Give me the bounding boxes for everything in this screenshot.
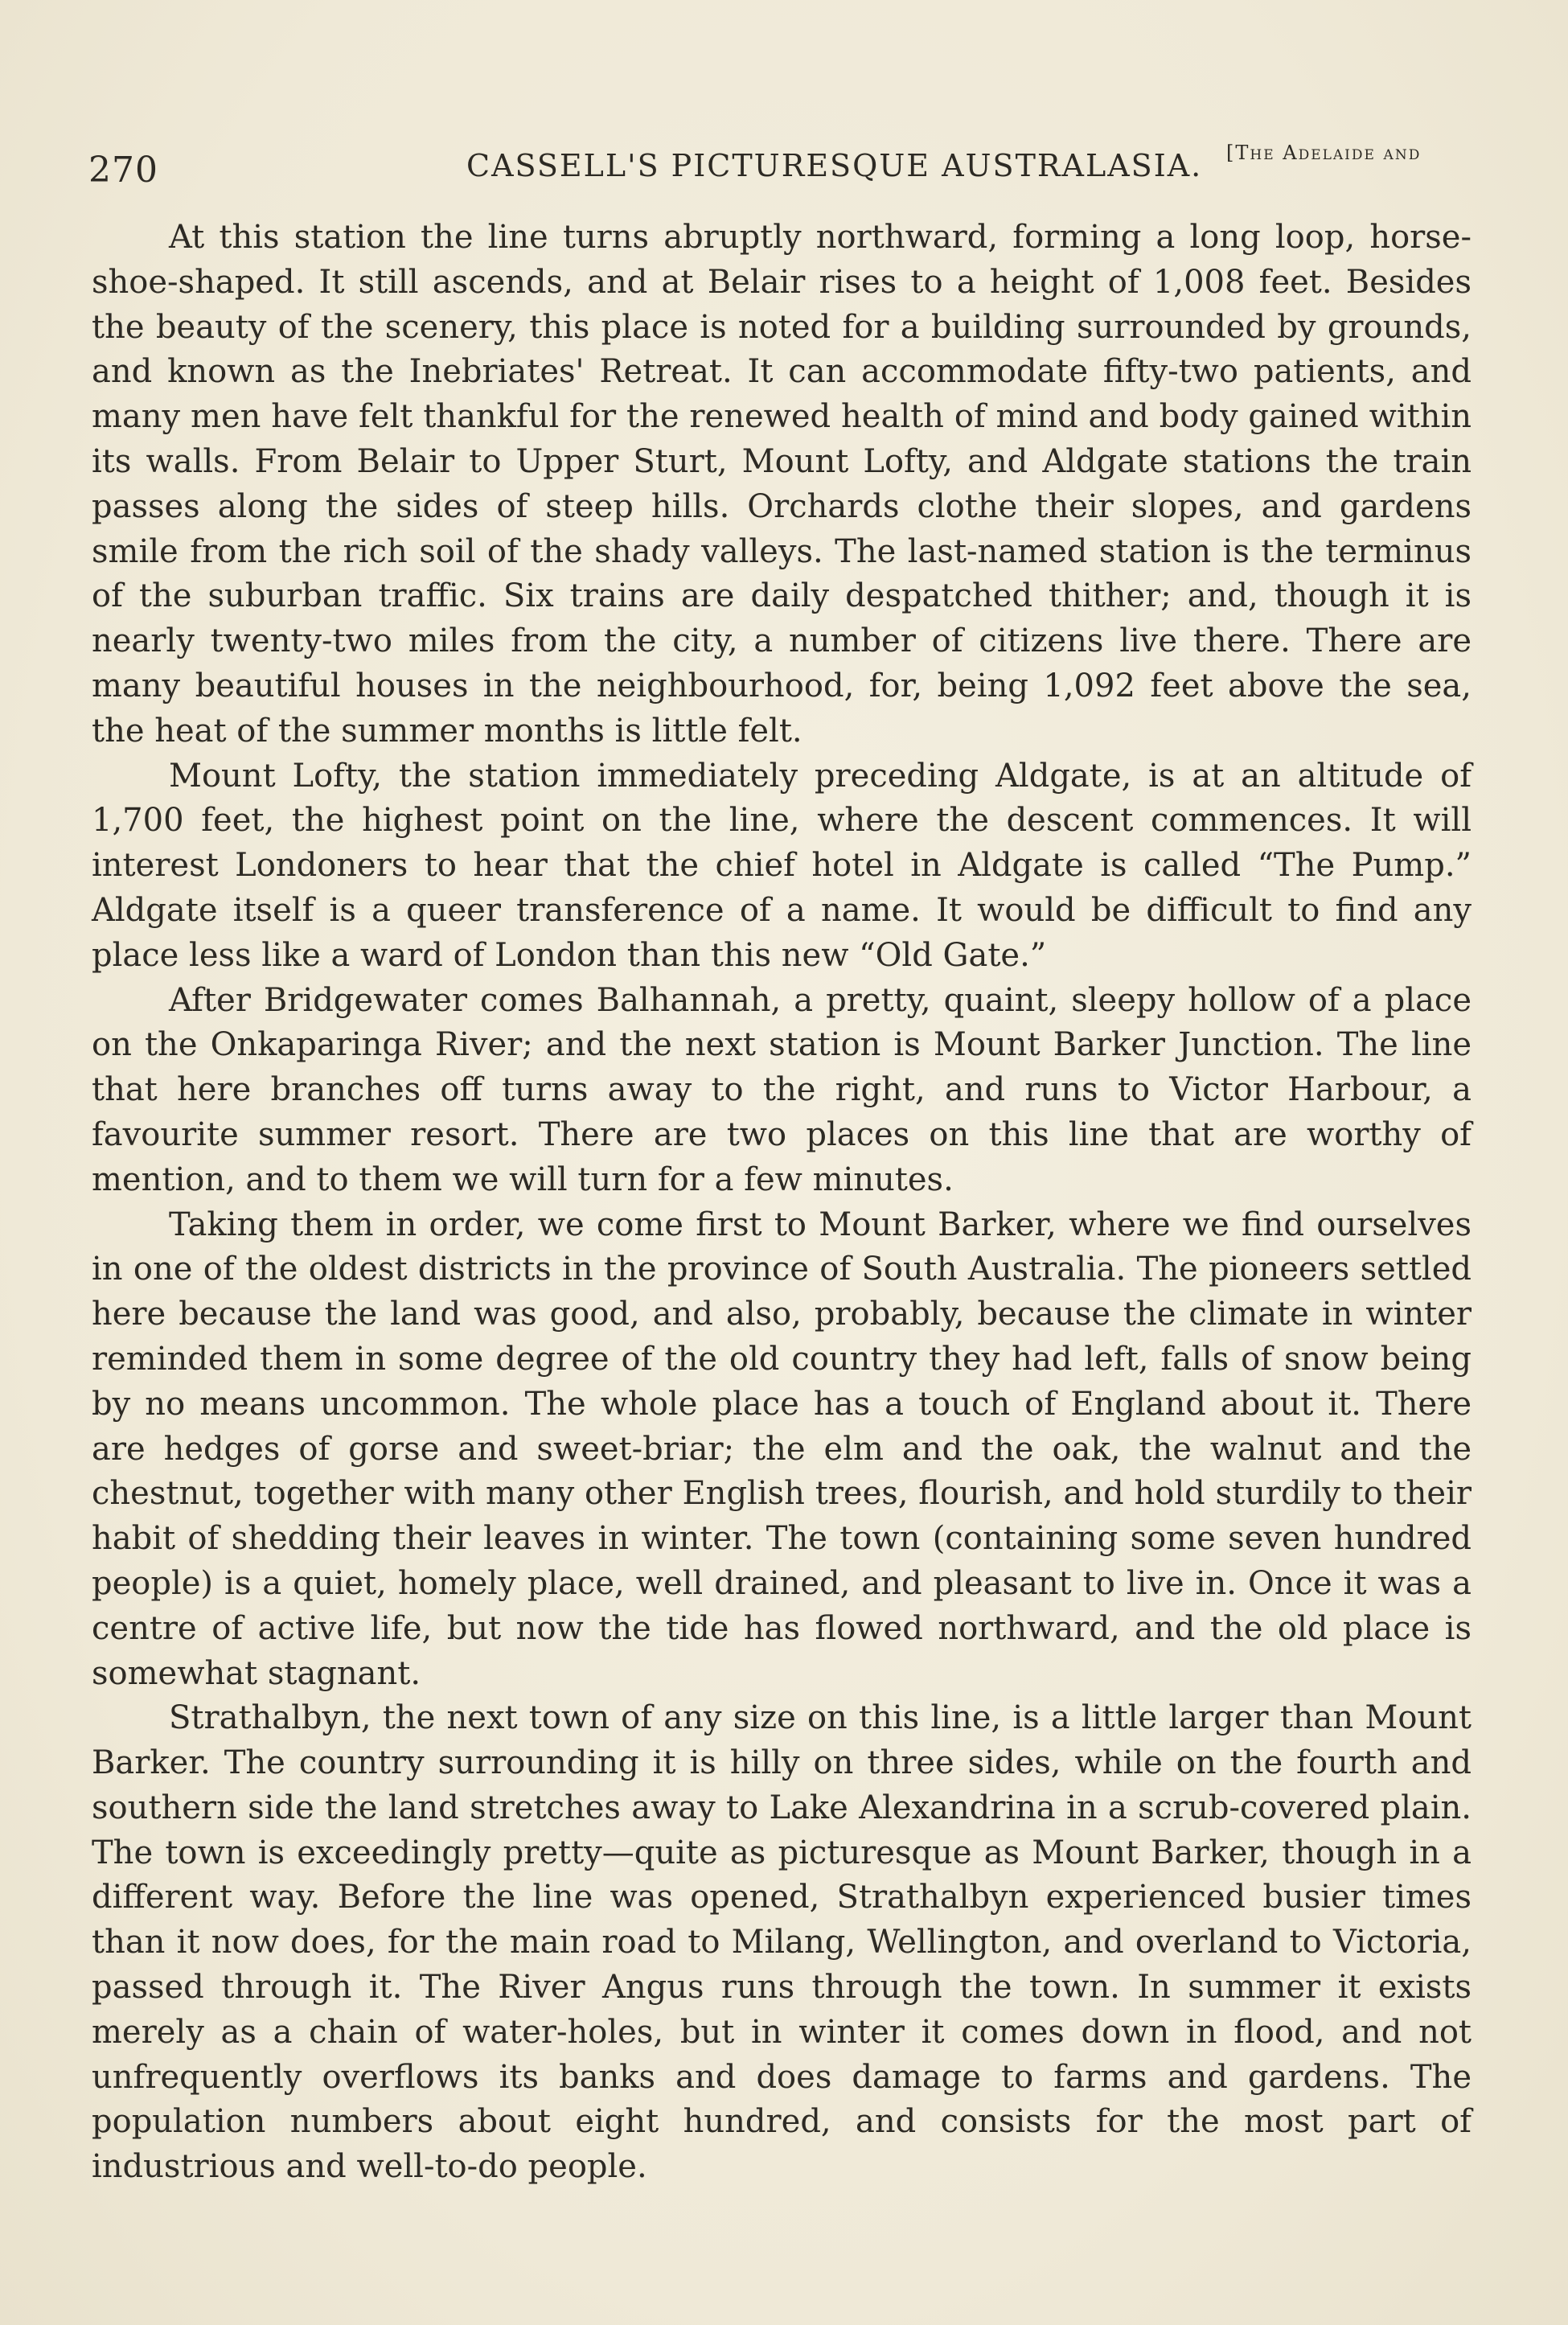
paragraph-mount-barker: Taking them in order, we come first to Mount Barker, where we find ourselves in one of the oldest districts in the province of South Australia. The pioneers settled here because the land was good, and also, probably, because the climate in winter reminded them in some degree of the old country they had left, falls of snow being by no means uncommon. The whole place has a touch of England about it. There are hedges of gorse and sweet-briar; the elm and the oak, the walnut and the chestnut, together with many other English trees, flourish, and hold sturdily to their habit of shedding their leaves in winter. The town (containing some seven hundred people) is a quiet, homely place, well drained, and pleasant to live in. Once it was a centre of active life, but now the tide has flowed northward, and the old place is somewhat stagnant. bbox=[92, 1206, 1472, 1692]
running-head bbox=[88, 137, 1472, 193]
body-text bbox=[92, 216, 1472, 2190]
page-number: 270 bbox=[88, 150, 158, 191]
running-section-title: [The Adelaide and bbox=[1226, 142, 1422, 164]
paragraph-balhannah: After Bridgewater comes Balhannah, a pretty, quaint, sleepy hollow of a place on the Onkaparinga River; and the next station is Mount Barker Junction. The line that here branches off turns away to the right, and runs to Victor Harbour, a favourite summer resort. There are two places on this line that are worthy of mention, and to them we will turn for a few minutes. bbox=[92, 981, 1472, 1198]
running-title: CASSELL'S PICTURESQUE AUSTRALASIA. bbox=[466, 148, 1203, 183]
paragraph-strathalbyn: Strathalbyn, the next town of any size on this line, is a little larger than Mount Barker. The country surrounding it is hilly on three sides, while on the fourth and southern side the land stretches away to Lake Alexandrina in a scrub-covered plain. The town is exceedingly pretty—quite as picturesque as Mount Barker, though in a different way. Before the line was opened, Strathalbyn experienced busier times than it now does, for the main road to Milang, Wellington, and overland to Victoria, passed through it. The River Angus runs through the town. In summer it exists merely as a chain of water-holes, but in winter it comes down in flood, and not unfrequently overflows its banks and does damage to farms and gardens. The population numbers about eight hundred, and consists for the most part of industrious and well-to-do people. bbox=[92, 1699, 1472, 2186]
paragraph-mount-lofty: Mount Lofty, the station immediately preceding Aldgate, is at an altitude of 1,700 feet, the highest point on the line, where the descent commences. It will interest Londoners to hear that the chief hotel in Aldgate is called “The Pump.” Aldgate itself is a queer transference of a name. It would be difficult to find any place less like a ward of London than this new “Old Gate.” bbox=[92, 757, 1472, 974]
paragraph-belair: At this station the line turns abruptly northward, forming a long loop, horse-shoe-shaped. It still ascends, and at Belair rises to a height of 1,008 feet. Besides the beauty of the scenery, this place is noted for a building surrounded by grounds, and known as the Inebriates' Retreat. It can accommodate fifty-two patients, and many men have felt thankful for the renewed health of mind and body gained within its walls. From Belair to Upper Sturt, Mount Lofty, and Aldgate stations the train passes along the sides of steep hills. Orchards clothe their slopes, and gardens smile from the rich soil of the shady valleys. The last-named station is the terminus of the suburban traffic. Six trains are daily despatched thither; and, though it is nearly twenty-two miles from the city, a number of citizens live there. There are many beautiful houses in the neighbourhood, for, being 1,092 feet above the sea, the heat of the summer months is little felt. bbox=[92, 219, 1472, 750]
